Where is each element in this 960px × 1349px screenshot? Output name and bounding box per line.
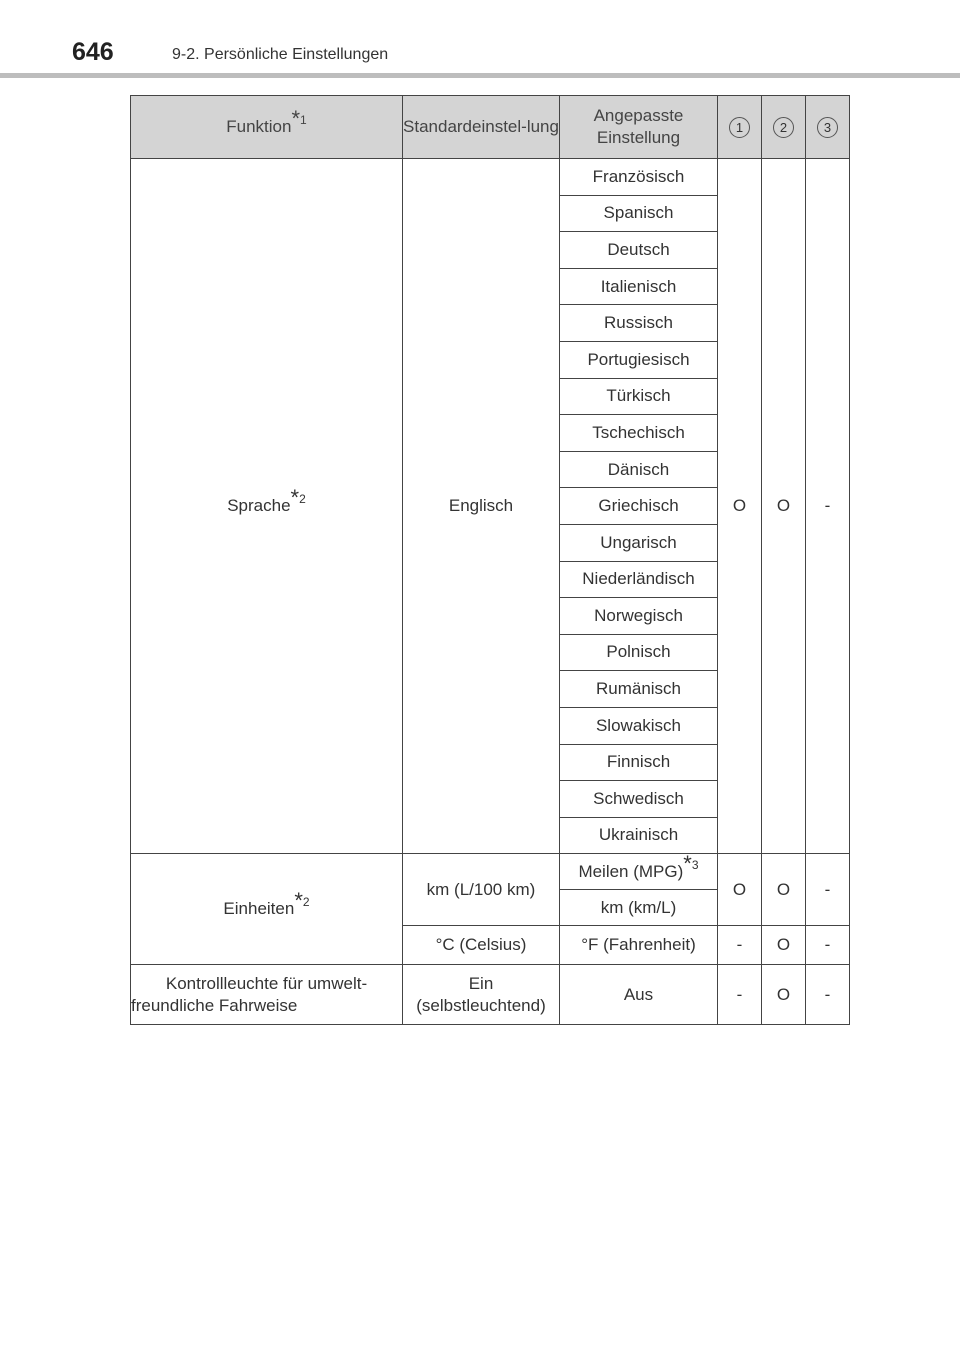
column-header-custom: Angepasste Einstellung bbox=[560, 96, 718, 159]
language-default-cell: Englisch bbox=[403, 159, 560, 854]
circled-number-3: 3 bbox=[817, 117, 838, 138]
language-option: Russisch bbox=[560, 305, 718, 342]
units-temperature-col-3: - bbox=[806, 926, 850, 965]
table-header-row bbox=[131, 96, 850, 159]
units-distance-option: Meilen (MPG)$^{*3}$ bbox=[560, 854, 718, 890]
circled-number-1: 1 bbox=[729, 117, 750, 138]
language-option: Türkisch bbox=[560, 378, 718, 415]
footnote-mark: * bbox=[291, 105, 301, 131]
eco-col-1: - bbox=[718, 965, 762, 1025]
language-option: Norwegisch bbox=[560, 598, 718, 635]
section-title: 9-2. Persönliche Einstellungen bbox=[172, 46, 389, 63]
page-number: 646 bbox=[72, 38, 114, 66]
eco-col-2: O bbox=[762, 965, 806, 1025]
column-header-2 bbox=[762, 96, 806, 159]
footnote-mark: * bbox=[294, 888, 303, 914]
units-distance-option: km (km/L) bbox=[560, 890, 718, 926]
table-row bbox=[131, 854, 850, 890]
column-header-function: Funktion$^{*1}$ bbox=[131, 96, 403, 159]
column-header-3 bbox=[806, 96, 850, 159]
language-option: Ungarisch bbox=[560, 524, 718, 561]
language-function-cell: Sprache$^{*2}$ bbox=[131, 159, 403, 854]
footnote-number: 3 bbox=[691, 857, 699, 872]
language-option: Dänisch bbox=[560, 451, 718, 488]
language-option: Spanisch bbox=[560, 195, 718, 232]
units-temperature-option: °F (Fahrenheit) bbox=[560, 926, 718, 965]
footnote-mark: * bbox=[290, 485, 300, 511]
footnote-mark: * bbox=[683, 850, 692, 876]
units-temperature-col-2: O bbox=[762, 926, 806, 965]
footnote-number: 1 bbox=[300, 112, 307, 127]
language-option: Tschechisch bbox=[560, 415, 718, 452]
language-col-3: - bbox=[806, 159, 850, 854]
language-option: Schwedisch bbox=[560, 781, 718, 818]
language-option: Griechisch bbox=[560, 488, 718, 525]
language-option: Rumänisch bbox=[560, 671, 718, 708]
table-row bbox=[131, 159, 850, 196]
units-distance-col-3: - bbox=[806, 854, 850, 926]
language-option: Portugiesisch bbox=[560, 341, 718, 378]
language-option: Slowakisch bbox=[560, 707, 718, 744]
settings-table bbox=[130, 95, 850, 1025]
units-function-cell: Einheiten$^{*2}$ bbox=[131, 854, 403, 965]
table-row bbox=[131, 965, 850, 1025]
eco-default-cell: Ein (selbstleuchtend) bbox=[403, 965, 560, 1025]
units-temperature-default: °C (Celsius) bbox=[403, 926, 560, 965]
language-option: Finnisch bbox=[560, 744, 718, 781]
footnote-number: 2 bbox=[302, 895, 310, 910]
language-col-2: O bbox=[762, 159, 806, 854]
eco-option-cell: Aus bbox=[560, 965, 718, 1025]
eco-col-3: - bbox=[806, 965, 850, 1025]
footnote-number: 2 bbox=[299, 492, 306, 507]
eco-function-cell: Kontrollleuchte für umwelt-freundliche Fahrweise bbox=[131, 965, 403, 1025]
page-header bbox=[0, 0, 960, 80]
column-header-default: Standardeinstel-lung bbox=[403, 96, 560, 159]
units-temperature-col-1: - bbox=[718, 926, 762, 965]
language-option: Deutsch bbox=[560, 232, 718, 269]
language-option: Französisch bbox=[560, 159, 718, 196]
header-rule bbox=[0, 73, 960, 78]
language-option: Italienisch bbox=[560, 268, 718, 305]
circled-number-2: 2 bbox=[773, 117, 794, 138]
units-distance-col-2: O bbox=[762, 854, 806, 926]
units-distance-default: km (L/100 km) bbox=[403, 854, 560, 926]
language-option: Ukrainisch bbox=[560, 817, 718, 854]
language-option: Niederländisch bbox=[560, 561, 718, 598]
language-option: Polnisch bbox=[560, 634, 718, 671]
column-header-1 bbox=[718, 96, 762, 159]
language-col-1: O bbox=[718, 159, 762, 854]
units-distance-col-1: O bbox=[718, 854, 762, 926]
